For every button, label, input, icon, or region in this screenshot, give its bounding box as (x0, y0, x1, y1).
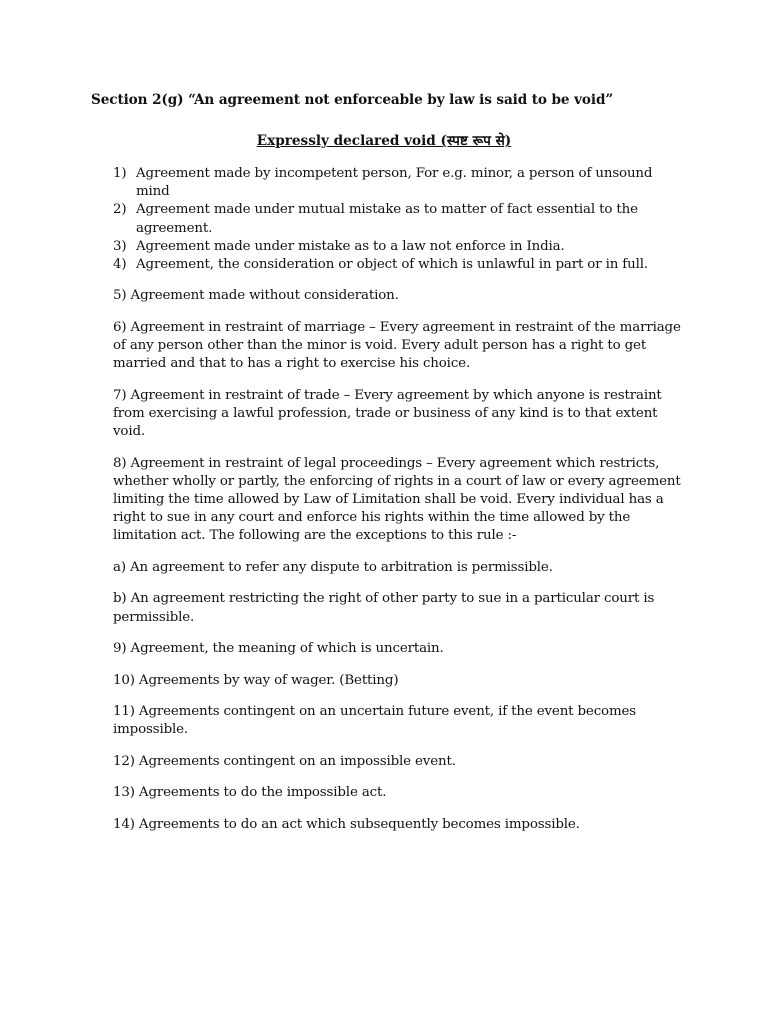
paragraph-7: 7) Agreement in restraint of trade – Every agreement by which anyone is restraint from exercising a lawful profession, trade or business of any kind is to that extent void. (113, 387, 662, 440)
paragraph-10: 10) Agreements by way of wager. (Betting) (113, 672, 399, 688)
numbered-list (113, 165, 683, 274)
list-item (113, 238, 683, 256)
subheading-expressly-declared-void: Expressly declared void (स्पष्ट रूप से) (256, 133, 512, 149)
list-item (113, 165, 683, 201)
paragraph-a: a) An agreement to refer any dispute to arbitration is permissible. (113, 559, 553, 575)
list-item-number: 1) (113, 166, 127, 181)
paragraph-12: 12) Agreements contingent on an impossible event. (113, 753, 456, 769)
document-body (113, 165, 683, 847)
paragraph-14: 14) Agreements to do an act which subsequently becomes impossible. (113, 816, 580, 832)
paragraph-11: 11) Agreements contingent on an uncertain future event, if the event becomes impossible. (113, 704, 637, 738)
list-item-number: 3) (113, 238, 127, 254)
list-item-text: Agreement made under mistake as to a law not enforce in India. (136, 238, 565, 254)
list-item (113, 256, 683, 274)
list-item-number: 2) (113, 202, 127, 218)
paragraph-8: 8) Agreement in restraint of legal proceedings – Every agreement which restricts, whether wholly or partly, the enforcing of rights in a court of law or every agreement limiting the time allowed by Law of Limitation shall be void. Every individual has a right to sue in any court and enforce his rights within the time allowed by the limitation act. The following are the exceptions to this rule :- (113, 455, 681, 544)
paragraph-6: 6) Agreement in restraint of marriage – Every agreement in restraint of the marriage of any person other than the minor is void. Every adult person has a right to get married and that to has a right to exercise his choice. (113, 319, 681, 372)
list-item-text: Agreement, the consideration or object of which is unlawful in part or in full. (136, 257, 648, 273)
paragraph-5: 5) Agreement made without consideration. (113, 288, 399, 304)
list-item (113, 201, 683, 237)
paragraph-13: 13) Agreements to do the impossible act. (113, 785, 387, 801)
section-heading: Section 2(g) “An agreement not enforceable by law is said to be void” (91, 92, 614, 108)
paragraph-b: b) An agreement restricting the right of other party to sue in a particular court is permissible. (113, 591, 655, 625)
paragraph-9: 9) Agreement, the meaning of which is uncertain. (113, 641, 444, 657)
list-item-number: 4) (113, 257, 127, 273)
list-item-text: Agreement made under mutual mistake as to matter of fact essential to the agreement. (136, 202, 638, 236)
list-item-text: Agreement made by incompetent person, For e.g. minor, a person of unsound mind (136, 166, 653, 200)
